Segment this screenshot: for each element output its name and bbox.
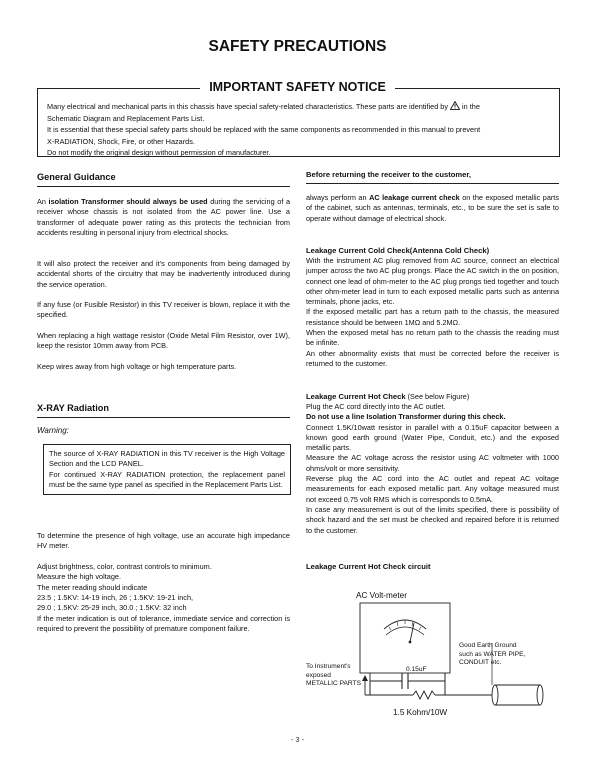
g3: If any fuse (or Fusible Resistor) in this TV receiver is blown, replace it with the specified. [37, 300, 290, 320]
c1: With the instrument AC plug removed from AC source, connect an electrical jumper across the two AC plug prongs. Place the AC switch in the on position, connect one lead of ohm-meter to the AC plug prongs tied together and touch other ohm-meter lead in turn to each exposed metallic parts such as antenna terminals, phone jacks, etc. [306, 256, 559, 307]
b1-pre: always perform an [306, 193, 370, 202]
before-returning-heading: Before returning the receiver to the customer, [306, 170, 471, 179]
circuit-heading: Leakage Current Hot Check circuit [306, 562, 431, 571]
instrument-arrow-icon [362, 675, 368, 681]
g1-bold: isolation Transformer should always be used [48, 197, 208, 206]
page-title: SAFETY PRECAUTIONS [208, 38, 387, 55]
general-paragraph-3 [37, 300, 290, 321]
g1-post: during the servicing of a receiver whose chassis is not isolated from the AC power line. Use a transformer of adequate power rating as this protects the technician from accidents resulting in personal injury from electrical shocks. [37, 197, 291, 237]
h3: Connect 1.5K/10watt resistor in parallel with a 0.15uF capacitor between a known good earth ground (Water Pipe, Conduit, etc.) and the exposed metallic parts. [306, 422, 559, 453]
xray-paragraph-1 [37, 531, 290, 552]
g4: When replacing a high wattage resistor (Oxide Metal Film Resistor, over 1W), keep the resistor 10mm away from PCB. [37, 331, 290, 351]
notice-text [47, 101, 552, 159]
hot-check-heading-line [306, 392, 559, 402]
h1: Plug the AC cord directly into the AC outlet. [306, 402, 446, 411]
ground-label-3: CONDUIT etc. [459, 659, 502, 666]
warning-label: Warning: [37, 426, 69, 435]
notice-line-4: X-RADIATION, Shock, Fire, or other Hazards. [47, 136, 195, 146]
x3: Measure the high voltage. [37, 572, 121, 582]
c3: When the exposed metal has no return path to the chassis the reading must be infinite. [306, 328, 559, 348]
b1-post: on the exposed metallic parts of the cabinet, such as antennas, terminals, etc., to be sure the set is safe to operate without damage of electrical shock. [306, 193, 559, 223]
xray-divider [37, 417, 290, 418]
hot-check-heading: Leakage Current Hot Check [306, 392, 406, 401]
resistor-label: 1.5 Kohm/10W [393, 708, 448, 717]
notice-line-3: It is essential that these special safety parts should be replaced with the same components as recommended in this manual to prevent [47, 125, 481, 134]
g5: Keep wires away from high voltage or high temperature parts. [37, 362, 237, 371]
x2: Adjust brightness, color, contrast controls to minimum. [37, 562, 212, 571]
notice-line-2: Schematic Diagram and Replacement Parts List. [47, 113, 205, 123]
instrument-label-1: To Instrument's [306, 663, 351, 670]
ground-label [459, 642, 525, 668]
h4: Measure the AC voltage across the resistor using AC voltmeter with 1000 ohms/volt or more sensitivity. [306, 453, 559, 473]
general-guidance-heading: General Guidance [37, 172, 116, 182]
general-paragraph-1 [37, 197, 290, 238]
x4: The meter reading should indicate [37, 582, 148, 592]
capacitor-label: 0.15uF [406, 666, 427, 673]
h5: Reverse plug the AC cord into the AC outlet and repeat AC voltage measurements for each exposed metallic part. Any voltage measured must not exceed 0.75 volt RMS which is corresponds to 0.5mA. [306, 474, 559, 504]
g2: It will also protect the receiver and it's components from being damaged by accidental shorts of the circuitry that may be inadvertently introduced during the service operation. [37, 259, 290, 289]
instrument-label-3: METALLIC PARTS [306, 680, 361, 687]
notice-line-1b: in the [462, 102, 480, 111]
c2: If the exposed metallic part has a return path to the chassis, the measured resistance should be between 1MΩ and 5.2MΩ. [306, 307, 559, 327]
ground-label-1: Good Earth Ground [459, 642, 517, 649]
right-divider [306, 183, 559, 184]
c4: An other abnormality exists that must be corrected before the receiver is returned to the customer. [306, 348, 559, 368]
ground-pipe [537, 685, 543, 705]
h6: In case any measurement is out of the limits specified, there is possibility of shock hazard and the set must be checked and repaired before it is returned to the customer. [306, 504, 559, 535]
x6: 29.0 ; 1.5KV: 25-29 inch, 30.0 ; 1.5KV: 32 inch [37, 603, 187, 613]
general-divider [37, 186, 290, 187]
b1-bold: AC leakage current check [369, 193, 460, 202]
before-paragraph [306, 193, 559, 224]
voltmeter-box [360, 603, 450, 673]
x5: 23.5 ; 1.5KV: 14-19 inch, 26 ; 1.5KV: 19-21 inch, [37, 592, 194, 602]
instrument-label [306, 663, 361, 689]
general-paragraph-4 [37, 331, 290, 352]
cold-check-heading: Leakage Current Cold Check(Antenna Cold Check) [306, 246, 490, 255]
xray-box-line-1: The source of X-RAY RADIATION in this TV receiver is the High Voltage Section and the LCD PANEL. [49, 449, 285, 469]
g1-pre: An [37, 197, 49, 206]
voltmeter-label: AC Volt-meter [356, 591, 407, 600]
xray-paragraph-3 [37, 614, 290, 635]
xray-box-line-2: For continued X-RAY RADIATION protection, the replacement panel must be the same type panel as specified in the Replacement Parts List. [49, 469, 285, 489]
hot-check-text [306, 402, 559, 536]
x7: If the meter indication is out of tolerance, immediate service and correction is required to prevent the possibility of premature component failure. [37, 614, 290, 634]
notice-line-1a: Many electrical and mechanical parts in this chassis have special safety-related characteristics. These parts are identified by [47, 102, 448, 111]
xray-heading: X-RAY Radiation [37, 403, 109, 413]
warning-triangle-icon [450, 101, 460, 110]
page-number: - 3 - [290, 735, 305, 744]
hot-check-see-figure: (See below Figure) [405, 392, 470, 401]
x1: To determine the presence of high voltage, use an accurate high impedance HV meter. [37, 531, 290, 551]
instrument-label-2: exposed [306, 671, 331, 679]
h2: Do not use a line Isolation Transformer during this check. [306, 412, 506, 422]
general-paragraph-2 [37, 259, 290, 290]
notice-line-5: Do not modify the original design without permission of manufacturer. [47, 148, 271, 157]
ground-label-2: such as WATER PIPE, [459, 650, 526, 658]
cold-check-text [306, 256, 559, 369]
general-paragraph-5 [37, 362, 290, 372]
resistor-symbol [413, 691, 435, 699]
xray-warning-box [43, 444, 291, 495]
notice-title: IMPORTANT SAFETY NOTICE [200, 80, 395, 94]
xray-paragraph-2 [37, 562, 290, 613]
